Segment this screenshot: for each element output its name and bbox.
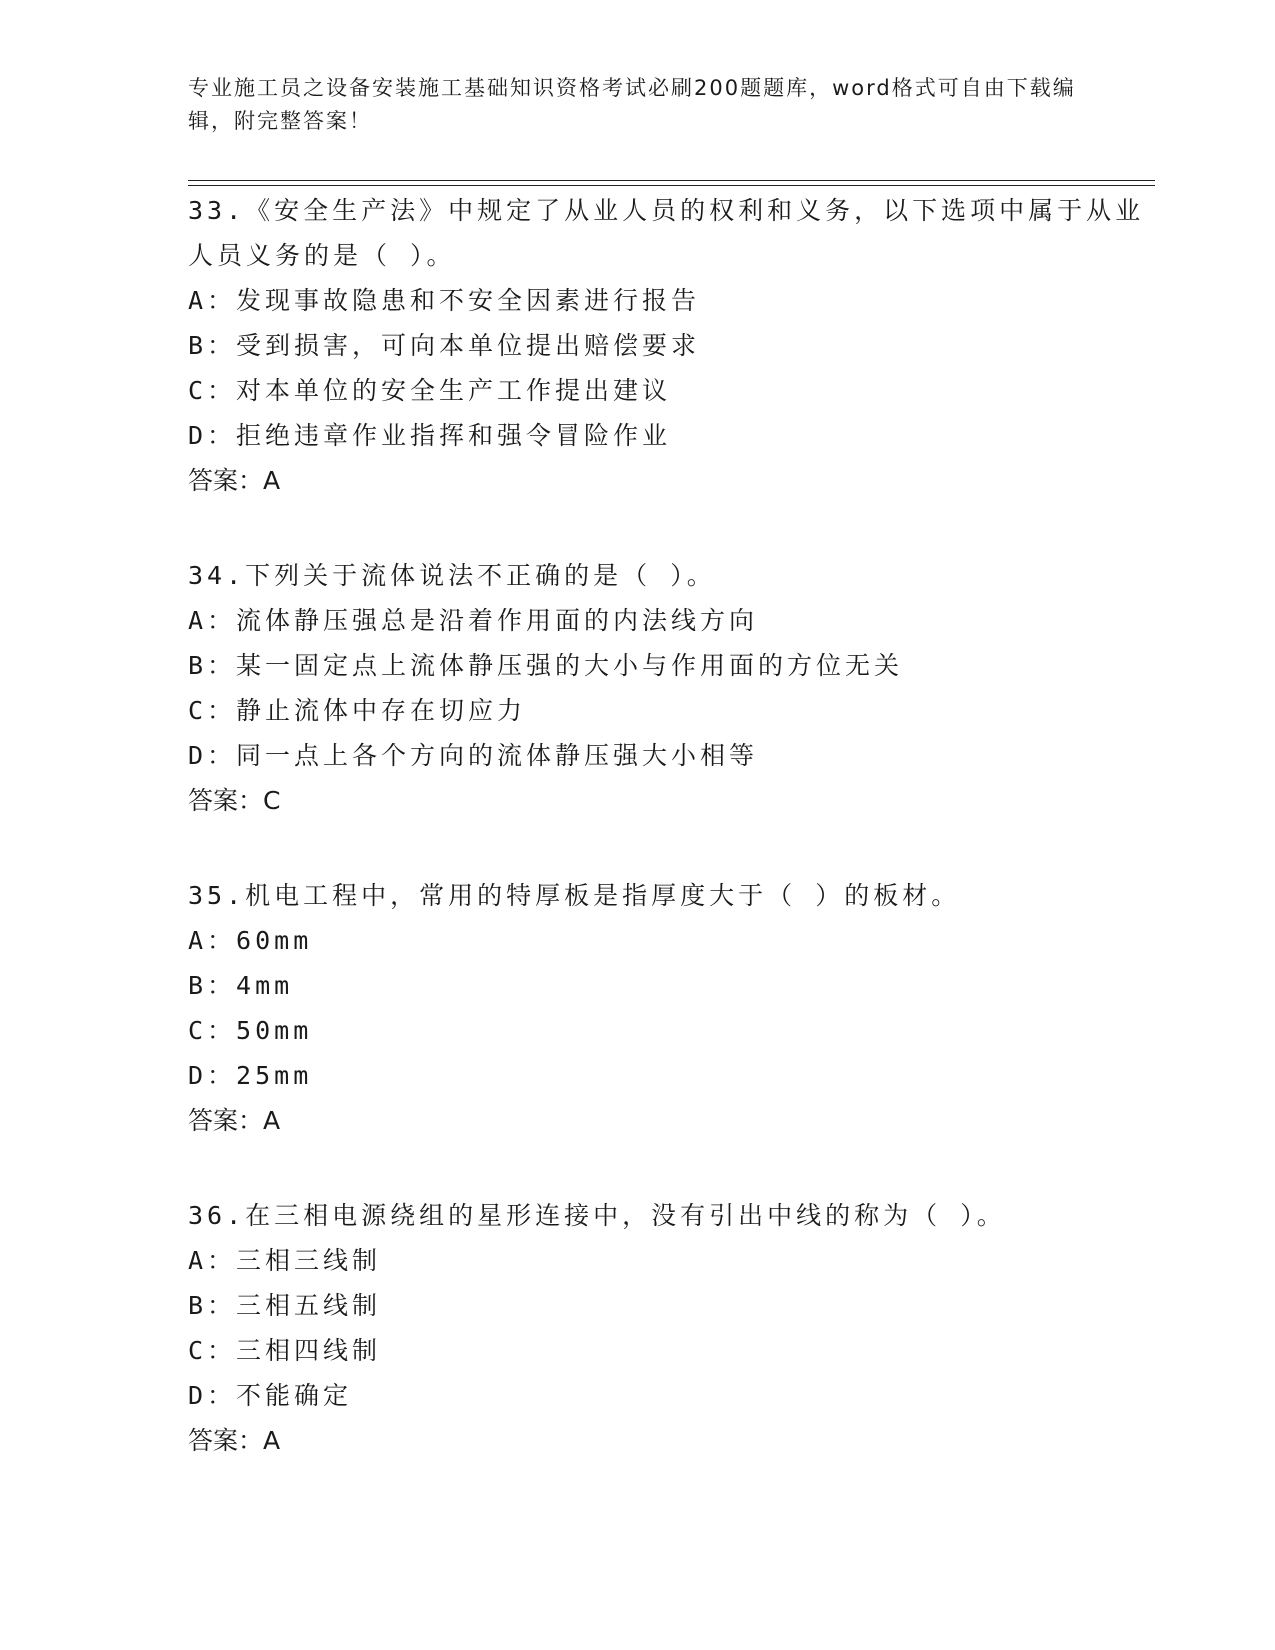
option-b: B：某一固定点上流体静压强的大小与作用面的方位无关 [188, 651, 904, 680]
option-b: B：三相五线制 [188, 1291, 382, 1320]
option-a: A：流体静压强总是沿着作用面的内法线方向 [188, 606, 759, 635]
option-a: A：发现事故隐患和不安全因素进行报告 [188, 286, 701, 315]
answer-line: 答案：A [188, 1426, 281, 1455]
option-b: B：受到损害，可向本单位提出赔偿要求 [188, 331, 701, 360]
option-c: C：50mm [188, 1016, 313, 1045]
option-c: C：静止流体中存在切应力 [188, 696, 527, 725]
option-d: D：同一点上各个方向的流体静压强大小相等 [188, 741, 759, 770]
question-stem: 35.机电工程中，常用的特厚板是指厚度大于（ ）的板材。 [188, 881, 961, 910]
header-rule-top [188, 180, 1155, 181]
option-d: D：25mm [188, 1061, 313, 1090]
option-c: C：三相四线制 [188, 1336, 382, 1365]
option-a: A：60mm [188, 926, 313, 955]
option-d: D：不能确定 [188, 1381, 353, 1410]
answer-line: 答案：A [188, 1106, 281, 1135]
option-d: D：拒绝违章作业指挥和强令冒险作业 [188, 421, 672, 450]
option-a: A：三相三线制 [188, 1246, 382, 1275]
document-title: 专业施工员之设备安装施工基础知识资格考试必刷200题题库，word格式可自由下载编辑，附完整答案！ [188, 76, 1076, 133]
question-stem: 36.在三相电源绕组的星形连接中，没有引出中线的称为（ ）。 [188, 1201, 1006, 1230]
option-b: B：4mm [188, 971, 294, 1000]
question-36 [188, 1193, 1148, 1463]
answer-line: 答案：A [188, 466, 281, 495]
answer-line: 答案：C [188, 786, 281, 815]
question-stem: 34.下列关于流体说法不正确的是（ ）。 [188, 561, 716, 590]
option-c: C：对本单位的安全生产工作提出建议 [188, 376, 672, 405]
question-33 [188, 188, 1148, 503]
question-stem: 33.《安全生产法》中规定了从业人员的权利和义务，以下选项中属于从业人员义务的是（ ）。 [188, 196, 1145, 270]
question-list [188, 188, 1148, 1513]
header-rule-bottom [188, 185, 1155, 186]
question-35 [188, 873, 1148, 1143]
question-34 [188, 553, 1148, 823]
